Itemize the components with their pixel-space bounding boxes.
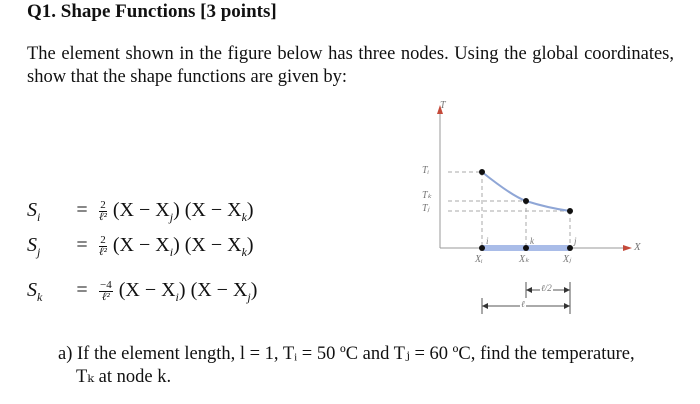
xj-label: Xⱼ [563, 254, 571, 265]
half-length-arrow-right [564, 287, 570, 293]
equation-lhs: $S_k$ [27, 279, 43, 304]
node-i-bar [479, 245, 485, 251]
x-axis-label: X [634, 241, 641, 253]
node-k-bar [523, 245, 529, 251]
part-a-line-1: a) If the element length, l = 1, Tᵢ = 50 ºC and Tⱼ = 60 ºC, find the temperature, [58, 344, 635, 364]
part-a [58, 343, 635, 389]
t-axis-label: T [440, 100, 446, 111]
ti-label: Tᵢ [422, 165, 430, 176]
factor-1: $(X - X_j)$ [112, 199, 180, 224]
length-arrow-left [482, 303, 488, 309]
factor-2: $(X - X_k)$ [184, 199, 254, 224]
length-label: ℓ [521, 299, 525, 309]
node-k-point [523, 198, 529, 204]
coefficient: $\frac{2}{\text{ℓ²}}$ [99, 233, 107, 258]
element-figure [420, 100, 690, 325]
tk-label: Tₖ [422, 190, 432, 201]
x-axis-arrow [623, 245, 632, 251]
length-arrow-right [564, 303, 570, 309]
factor-2: $(X - X_j)$ [190, 279, 258, 304]
factor-1: $(X - X_i)$ [118, 279, 186, 304]
part-a-line-2: Tₖ at node k. [76, 367, 172, 387]
equation-lhs: $S_j$ [27, 234, 41, 259]
half-length-label: ℓ/2 [541, 283, 552, 293]
xi-label: Xᵢ [475, 254, 483, 265]
question-title: Q1. Shape Functions [3 points] [27, 1, 277, 22]
tj-label: Tⱼ [422, 203, 430, 214]
question-intro: The element shown in the figure below has three nodes. Using the global coordinates, show that the shape functions are given by: [27, 44, 674, 87]
half-length-arrow-left [526, 287, 532, 293]
element-figure-svg [420, 100, 690, 325]
equation-lhs: $S_i$ [27, 199, 41, 224]
equation-si: $S_i$ = $\frac{2}{\text{ℓ²}}$ $(X - X_j)$ $(X - X_k)$ [27, 195, 254, 225]
coefficient: $\frac{-4}{\text{ℓ²}}$ [100, 278, 112, 303]
node-k-label: k [530, 236, 534, 246]
coefficient: $\frac{2}{\text{ℓ²}}$ [99, 198, 107, 223]
temperature-curve [482, 172, 570, 211]
node-j-point [567, 208, 573, 214]
node-j-bar [567, 245, 573, 251]
equation-sk: $S_k$ = $\frac{-4}{\text{ℓ²}}$ $(X - X_i)$ $(X - X_j)$ [27, 275, 257, 305]
factor-1: $(X - X_i)$ [112, 234, 180, 259]
node-j-label: j [574, 236, 577, 246]
node-i-label: i [486, 236, 489, 246]
equation-sj: $S_j$ = $\frac{2}{\text{ℓ²}}$ $(X - X_i)$ $(X - X_k)$ [27, 230, 254, 260]
xk-label: Xₖ [519, 254, 530, 265]
factor-2: $(X - X_k)$ [184, 234, 254, 259]
node-i-point [479, 169, 485, 175]
